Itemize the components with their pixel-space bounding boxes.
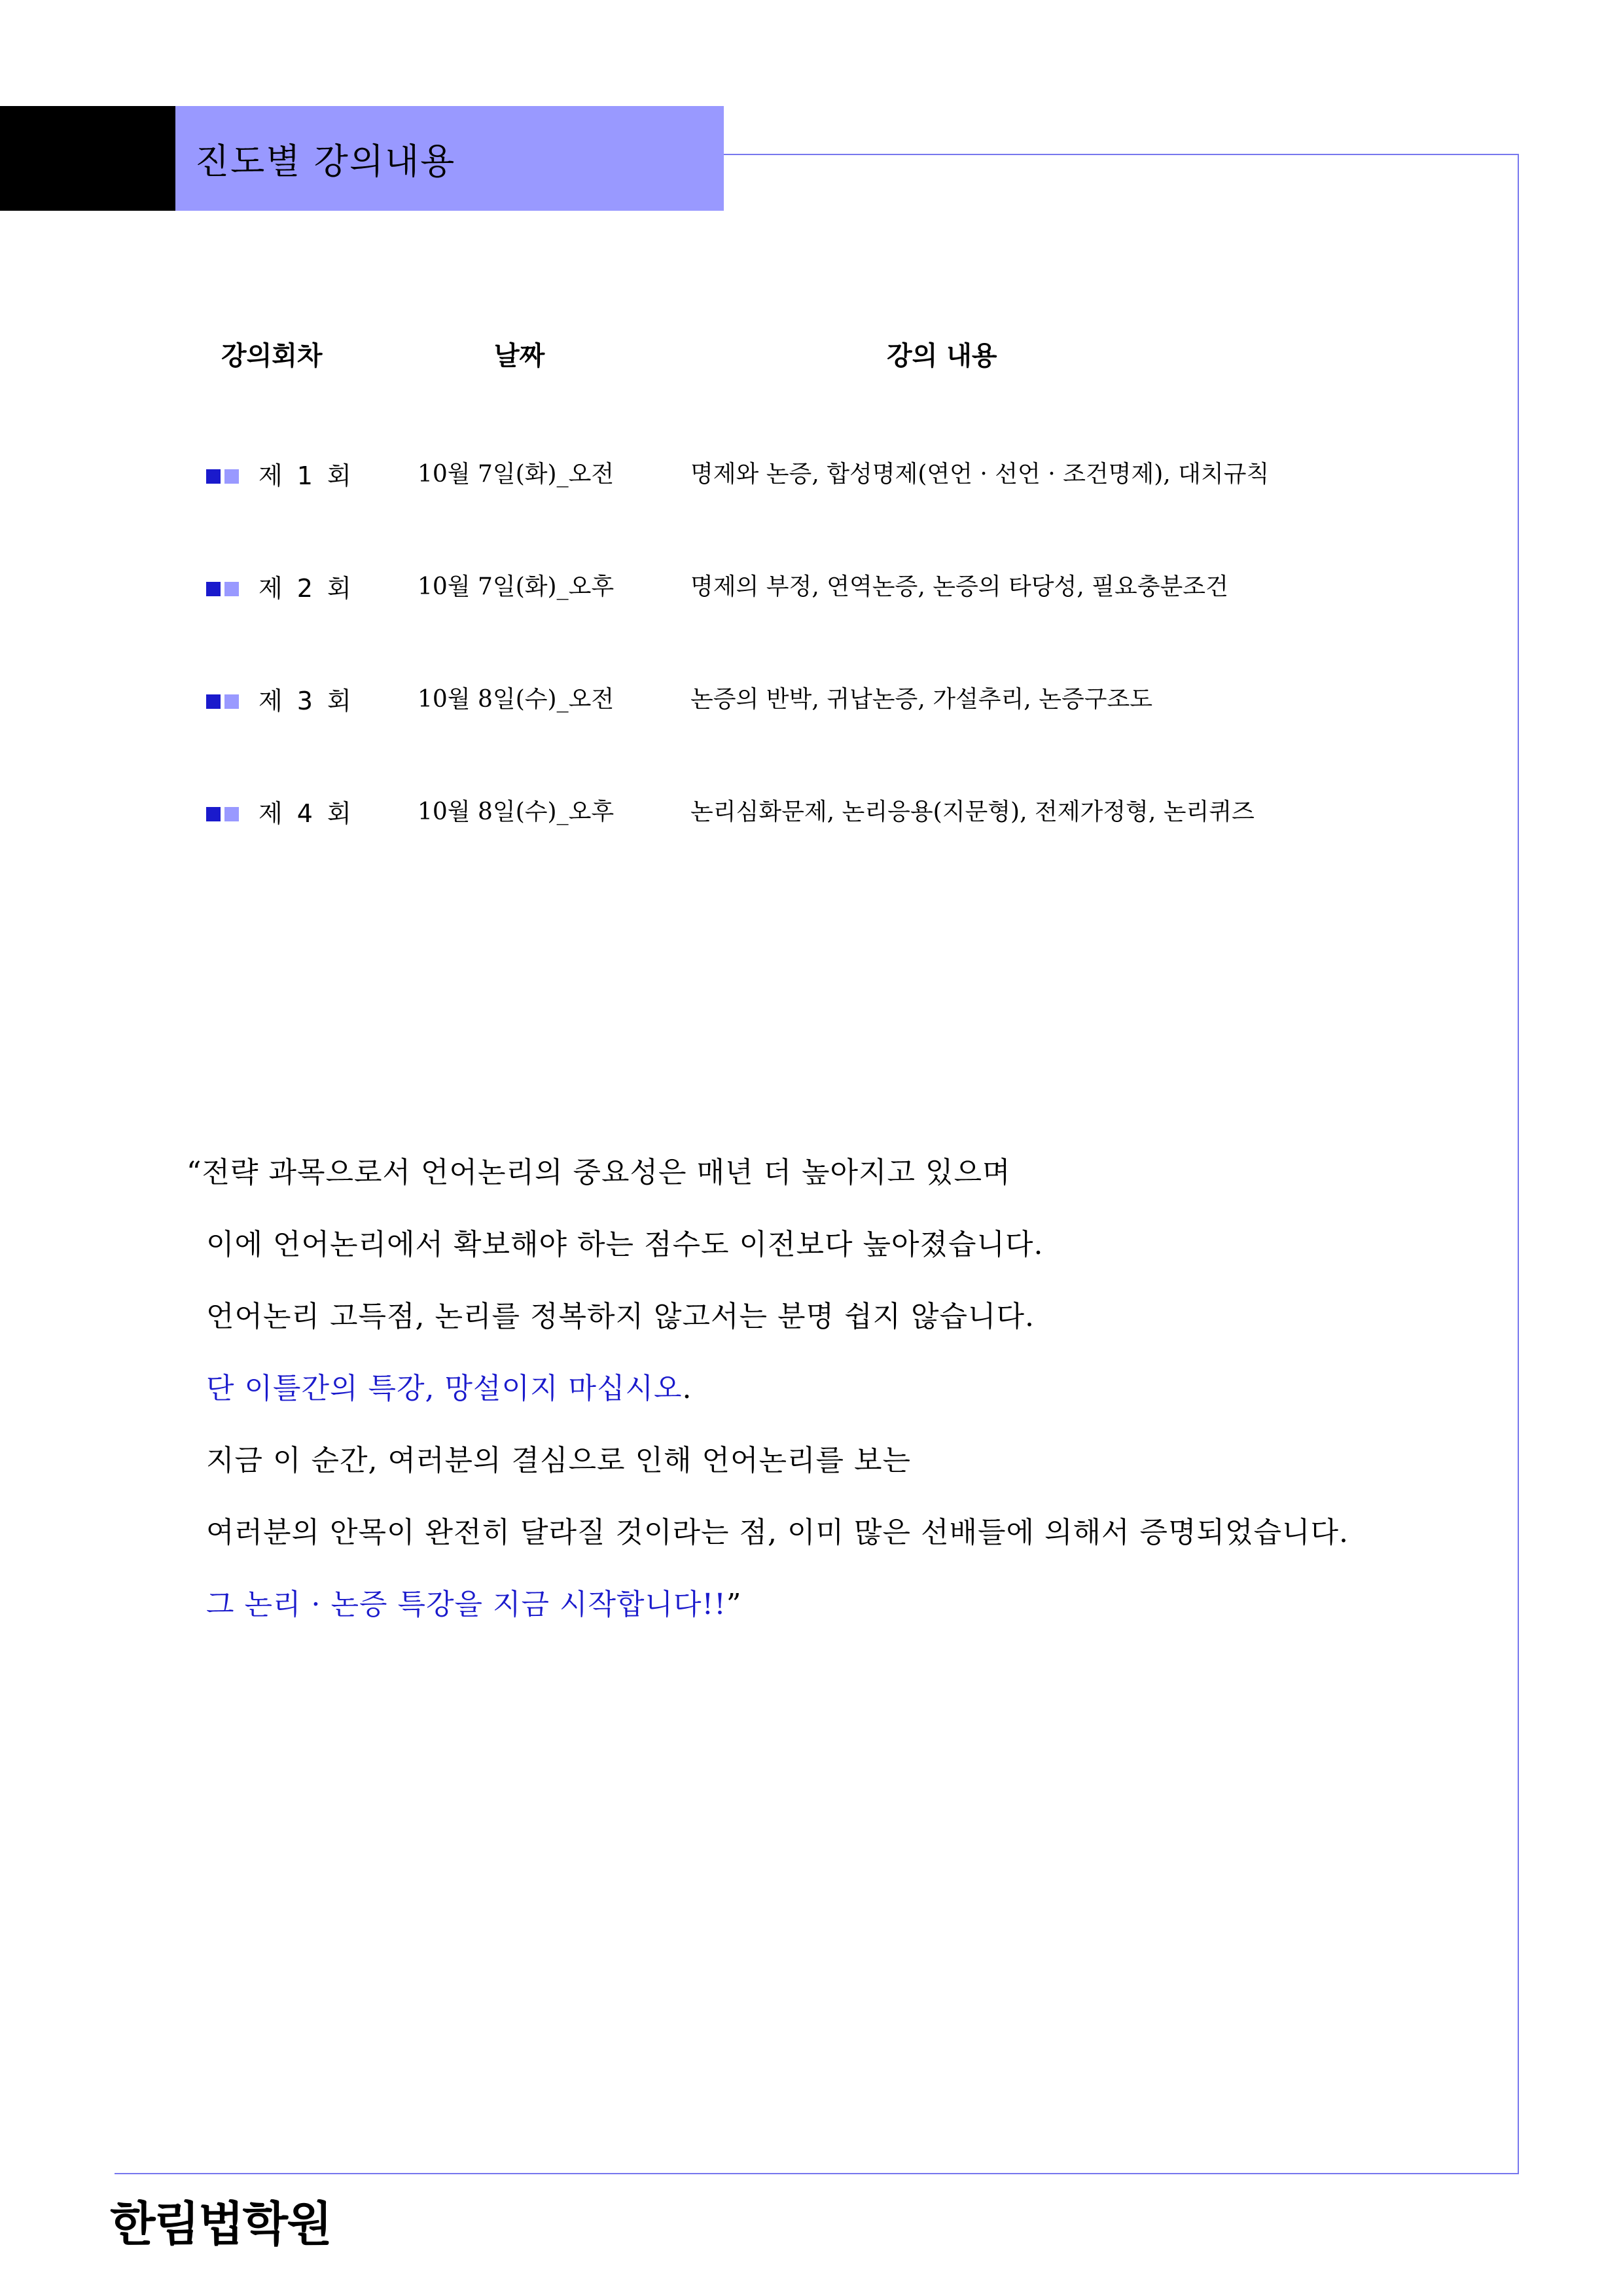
bullet-squares-icon bbox=[206, 799, 243, 826]
frame-top-border bbox=[724, 154, 1519, 155]
quote-line-2: 이에 언어논리에서 확보해야 하는 점수도 이전보다 높아졌습니다. bbox=[206, 1228, 1044, 1261]
page-title: 진도별 강의내용 bbox=[195, 140, 456, 182]
table-row bbox=[0, 564, 1505, 603]
table-row bbox=[0, 452, 1505, 491]
session-number: 제 2 회 bbox=[259, 574, 351, 603]
bullet-squares-icon bbox=[206, 687, 243, 713]
table-row bbox=[0, 789, 1505, 829]
footer-logo: 한림법학원 bbox=[110, 2197, 331, 2251]
quote-period: . bbox=[682, 1372, 692, 1405]
frame-right-border bbox=[1518, 154, 1519, 2174]
session-date: 10월 8일(수)_오전 bbox=[418, 686, 615, 713]
column-header-date: 날짜 bbox=[494, 341, 545, 371]
quote-line-1: “전략 과목으로서 언어논리의 중요성은 매년 더 높아지고 있으며 bbox=[187, 1156, 1011, 1189]
bullet-squares-icon bbox=[206, 461, 243, 488]
header-title-bar bbox=[175, 106, 724, 211]
header-black-tab bbox=[0, 106, 175, 211]
session-content: 명제의 부정, 연역논증, 논증의 타당성, 필요충분조건 bbox=[690, 573, 1228, 600]
session-number: 제 3 회 bbox=[259, 687, 351, 715]
quote-line-6: 여러분의 안목이 완전히 달라질 것이라는 점, 이미 많은 선배들에 의해서 증명되었습니다. bbox=[206, 1516, 1349, 1549]
session-date: 10월 7일(화)_오전 bbox=[418, 461, 615, 488]
session-number: 제 4 회 bbox=[259, 799, 351, 828]
quote-line-4 bbox=[206, 1365, 692, 1407]
quote-line-3: 언어논리 고득점, 논리를 정복하지 않고서는 분명 쉽지 않습니다. bbox=[206, 1300, 1035, 1333]
session-date: 10월 8일(수)_오후 bbox=[418, 798, 615, 825]
column-header-content: 강의 내용 bbox=[887, 341, 997, 371]
column-header-session: 강의회차 bbox=[221, 341, 323, 371]
quote-close-mark: ” bbox=[726, 1588, 742, 1621]
session-date: 10월 7일(화)_오후 bbox=[418, 573, 615, 600]
frame-bottom-border bbox=[115, 2173, 1519, 2174]
quote-emphasis-2: 그 논리 · 논증 특강을 지금 시작합니다!! bbox=[206, 1588, 726, 1621]
session-content: 명제와 논증, 합성명제(연언 · 선언 · 조건명제), 대치규칙 bbox=[690, 461, 1270, 488]
session-content: 논증의 반박, 귀납논증, 가설추리, 논증구조도 bbox=[690, 686, 1153, 713]
session-content: 논리심화문제, 논리응용(지문형), 전제가정형, 논리퀴즈 bbox=[690, 798, 1255, 825]
bullet-squares-icon bbox=[206, 574, 243, 601]
quote-line-7 bbox=[206, 1581, 741, 1623]
quote-emphasis-1: 단 이틀간의 특강, 망설이지 마십시오 bbox=[206, 1372, 683, 1405]
session-number: 제 1 회 bbox=[259, 461, 351, 490]
quote-line-5: 지금 이 순간, 여러분의 결심으로 인해 언어논리를 보는 bbox=[206, 1444, 911, 1477]
table-row bbox=[0, 677, 1505, 716]
